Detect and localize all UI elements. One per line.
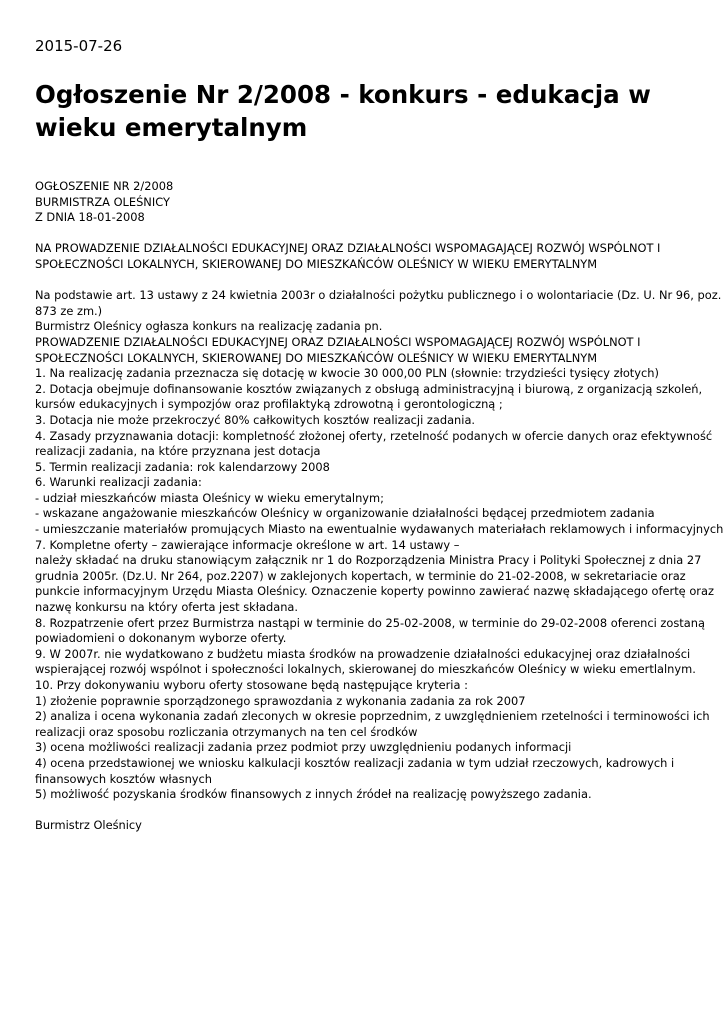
announcement-body	[35, 179, 724, 834]
content-line: Na podstawie art. 13 ustawy z 24 kwietnia 2003r o działalności pożytku publicznego i o wolontariacie (Dz. U. Nr 96, poz.	[35, 288, 722, 303]
content-line: realizacji oraz sposobu rozliczania otrzymanych na ten cel środków	[35, 724, 418, 739]
content-line: 3) ocena możliwości realizacji zadania przez podmiot przy uwzględnieniu podanych informacji	[35, 740, 572, 755]
content-line: 7. Kompletne oferty – zawierające informacje określone w art. 14 ustawy –	[35, 537, 460, 552]
title-line: Ogłoszenie Nr 2/2008 - konkurs - edukacja w	[35, 80, 651, 109]
content-line: grudnia 2005r. (Dz.U. Nr 264, poz.2207) w zaklejonych kopertach, w terminie do 21-02-2008, w sekretariacie oraz	[35, 568, 686, 583]
content-line: 4. Zasady przyznawania dotacji: kompletność złożonej oferty, rzetelność podanych w ofercie danych oraz efektywność	[35, 428, 713, 443]
content-line: 5. Termin realizacji zadania: rok kalendarzowy 2008	[35, 459, 330, 474]
content-line: 6. Warunki realizacji zadania:	[35, 475, 202, 490]
content-line: należy składać na druku stanowiącym załącznik nr 1 do Rozporządzenia Ministra Pracy i Polityki Społecznej z dnia 27	[35, 553, 702, 568]
content-line: 4) ocena przedstawionej we wniosku kalkulacji kosztów realizacji zadania w tym udział rzeczowych, kadrowych i	[35, 755, 675, 770]
content-line: 10. Przy dokonywaniu wyboru oferty stosowane będą następujące kryteria :	[35, 678, 468, 692]
content-line: - umieszczanie materiałów promujących Miasto na ewentualnie wydawanych materiałach reklamowych i informacyjnych	[35, 522, 724, 537]
announcement-content	[35, 288, 724, 803]
publication-date: 2015-07-26	[35, 37, 123, 55]
paragraph-gap	[35, 273, 695, 289]
paragraph-gap	[35, 803, 695, 819]
header-line: Z DNIA 18-01-2008	[35, 210, 145, 225]
content-line: 2) analiza i ocena wykonania zadań zleconych w okresie poprzednim, z uwzględnieniem rzetelności i terminowości ich	[35, 709, 710, 724]
content-line: nazwę konkursu na który oferta jest składana.	[35, 600, 299, 615]
content-line: wspierającej rozwój wspólnot i społeczności lokalnych, skierowanej do mieszkańców Oleśnicy w wieku emertlalnym.	[35, 662, 696, 677]
content-line: 8. Rozpatrzenie ofert przez Burmistrza nastąpi w terminie do 25-02-2008, w terminie do 29-02-2008 oferenci zostaną	[35, 615, 705, 630]
title-line: wieku emerytalnym	[35, 113, 308, 142]
content-line: 1) złożenie poprawnie sporządzonego sprawozdania z wykonania zadania za rok 2007	[35, 693, 526, 708]
signature: Burmistrz Oleśnicy	[35, 818, 142, 833]
content-line: 5) możliwość pozyskania środków finansowych z innych źródeł na realizację powyższego zadania.	[35, 787, 592, 802]
content-line: finansowych kosztów własnych	[35, 771, 213, 786]
subject-line: NA PROWADZENIE DZIAŁALNOŚCI EDUKACYJNEJ ORAZ DZIAŁALNOŚCI WSPOMAGAJĄCEJ ROZWÓJ WSPÓLNOT I	[35, 241, 661, 256]
content-line: 1. Na realizację zadania przeznacza się dotację w kwocie 30 000,00 PLN (słownie: trzydzieści tysięcy złotych)	[35, 366, 659, 381]
content-line: kursów edukacyjnych i sympozjów oraz profilaktyką zdrowotną i gerontologiczną ;	[35, 397, 503, 412]
content-line: punkcie informacyjnym Urzędu Miasta Oleśnicy. Oznaczenie koperty powinno zawierać nazwę składającego ofertę oraz	[35, 584, 714, 599]
content-line: powiadomieni o dokonanym wyborze oferty.	[35, 631, 287, 646]
content-line: realizacji zadania, na które przyznana jest dotacja	[35, 444, 321, 459]
content-line: - wskazane angażowanie mieszkańców Oleśnicy w organizowanie działalności będącej przedmiotem zadania	[35, 506, 655, 521]
signature-block	[35, 818, 695, 834]
header-line: OGŁOSZENIE NR 2/2008	[35, 179, 174, 193]
content-line: 3. Dotacja nie może przekroczyć 80% całkowitych kosztów realizacji zadania.	[35, 412, 476, 427]
content-line: - udział mieszkańców miasta Oleśnicy w wieku emerytalnym;	[35, 490, 384, 505]
content-line: 873 ze zm.)	[35, 303, 103, 318]
content-line: 2. Dotacja obejmuje dofinansowanie kosztów związanych z obsługą administracyjną i biurową, z organizacją szkoleń,	[35, 381, 703, 396]
content-line: SPOŁECZNOŚCI LOKALNYCH, SKIEROWANEJ DO MIESZKAŃCÓW OLEŚNICY W WIEKU EMERYTALNYM	[35, 350, 598, 365]
page-title	[35, 78, 695, 144]
content-line: Burmistrz Oleśnicy ogłasza konkurs na realizację zadania pn.	[35, 319, 383, 334]
paragraph-gap	[35, 226, 695, 242]
announcement-header	[35, 179, 695, 226]
content-line: PROWADZENIE DZIAŁALNOŚCI EDUKACYJNEJ ORAZ DZIAŁALNOŚCI WSPOMAGAJĄCEJ ROZWÓJ WSPÓLNOT I	[35, 334, 641, 349]
header-line: BURMISTRZA OLEŚNICY	[35, 194, 170, 209]
subject-line: SPOŁECZNOŚCI LOKALNYCH, SKIEROWANEJ DO MIESZKAŃCÓW OLEŚNICY W WIEKU EMERYTALNYM	[35, 256, 598, 271]
announcement-subject	[35, 241, 695, 272]
content-line: 9. W 2007r. nie wydatkowano z budżetu miasta środków na prowadzenie działalności edukacyjnej oraz działalności	[35, 646, 691, 661]
